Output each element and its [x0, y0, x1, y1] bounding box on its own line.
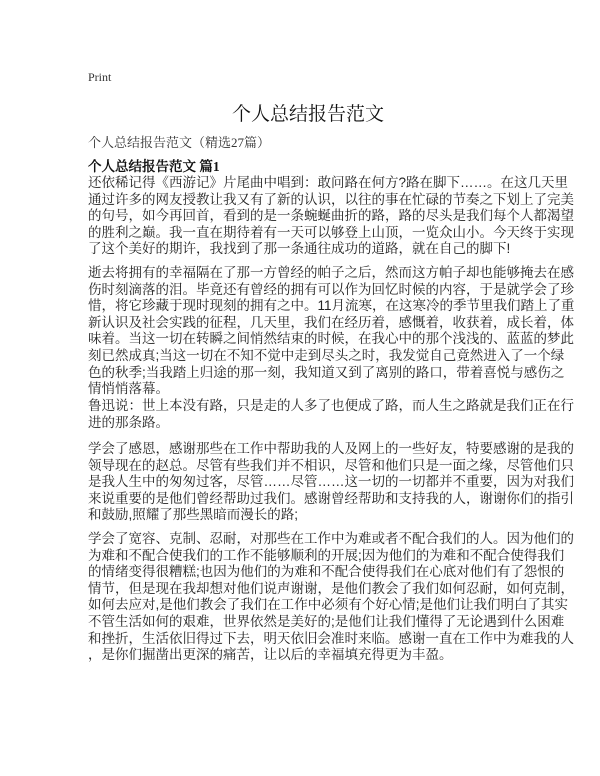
paragraph-line: 鲁迅说：世上本没有路，只是走的人多了也便成了路，而人生之路就是我们正在行 — [88, 398, 574, 413]
paragraph-line: 进的那条路。 — [88, 414, 169, 430]
paragraph-line: 通过许多的网友授教让我又有了新的认识，以往的事在忙碌的节奏之下划上了完美 — [88, 191, 574, 207]
paragraph-line: 情悄悄落幕。 — [88, 381, 169, 397]
paragraph-line: 伤时刻滴落的泪。毕竟还有曾经的拥有可以作为回忆时候的内容，于是就学会了珍 — [88, 281, 574, 297]
paragraph-line: 是我人生中的匆匆过客，尽管……尽管……这一切的一切都并不重要，因为对我们 — [88, 474, 574, 490]
section-heading: 个人总结报告范文 篇1 — [88, 159, 220, 174]
paragraph-line: 刻已然成真;当这一切在不知不觉中走到尽头之时，我发觉自己竟然进入了一个绿 — [88, 347, 565, 363]
paragraph-line: 领导现在的赵总。尽管有些我们并不相识，尽管和他们只是一面之缘，尽管他们只 — [88, 457, 574, 473]
print-label[interactable]: Print — [88, 70, 112, 84]
paragraph-5 — [88, 531, 574, 664]
paragraph-line: 味着。当这一切在转瞬之间悄然结束的时候，在我心中的那个浅浅的、蓝蓝的梦此 — [88, 331, 574, 347]
paragraph-line: 不管生活如何的艰难，世界依然是美好的;是他们让我们懂得了无论遇到什么困难 — [88, 613, 565, 629]
paragraph-line: 学会了宽容、克制、忍耐，对那些在工作中为难或者不配合我们的人。因为他们的 — [88, 531, 574, 546]
paragraph-line: 的情绪变得很糟糕;也因为他们的为难和不配合使得我们在心底对他们有了怨恨的 — [88, 564, 565, 580]
paragraph-line: 还依稀记得《西游记》片尾曲中唱到：敢问路在何方?路在脚下……。在这几天里 — [88, 175, 569, 190]
paragraph-line: 为难和不配合使我们的工作不能够顺利的开展;因为他们的为难和不配合使得我们 — [88, 547, 565, 563]
paragraph-line: 惜，将它珍藏于现时现刻的拥有之中。11月流寒，在这寒冷的季节里我们踏上了重 — [88, 298, 575, 314]
paragraph-line: 如何去应对,是他们教会了我们在工作中必须有个好心情;是他们让我们明白了其实 — [88, 597, 569, 613]
paragraph-line: 的胜利之巅。我一直在期待着有一天可以够登上山顶，一览众山小。今天终于实现 — [88, 224, 574, 240]
paragraph-line: 色的秋季;当我踏上归途的那一刻，我知道又到了离别的路口，带着喜悦与感伤之 — [88, 364, 565, 380]
paragraph-line: 情节，但是现在我却想对他们说声谢谢，是他们教会了我们如何忍耐，如何克制， — [88, 580, 574, 596]
paragraph-4 — [88, 441, 574, 524]
paragraph-line: 逝去将拥有的幸福隔在了那一方曾经的帕子之后，然而这方帕子却也能够掩去在感 — [88, 265, 574, 280]
paragraph-line: 的句号，如今再回首，看到的是一条蜿蜒曲折的路，路的尽头是我们每个人都渴望 — [88, 208, 574, 224]
paragraph-2 — [88, 265, 575, 398]
paragraph-line: ，是你们掘凿出更深的痛苦，让以后的幸福填充得更为丰盈。 — [88, 647, 453, 663]
paragraph-1 — [88, 175, 574, 258]
document-title: 个人总结报告范文 — [231, 104, 384, 125]
paragraph-line: 来说重要的是他们曾经帮助过我们。感谢曾经帮助和支持我的人，谢谢你们的指引 — [88, 490, 574, 506]
paragraph-line: 了这个美好的期许，我找到了那一条通往成功的道路，就在自己的脚下! — [88, 241, 511, 257]
paragraph-line: 学会了感恩，感谢那些在工作中帮助我的人及网上的一些好友，特要感谢的是我的 — [88, 441, 574, 456]
paragraph-line: 和鼓励,照耀了那些黑暗而漫长的路; — [88, 507, 299, 523]
paragraph-line: 和挫折，生活依旧得过下去，明天依旧会准时来临。感谢一直在工作中为难我的人 — [88, 630, 574, 646]
document-subtitle: 个人总结报告范文（精选27篇） — [88, 135, 271, 150]
paragraph-line: 新认识及社会实践的征程，几天里，我们在经历着，感慨着，收获着，成长着，体 — [88, 314, 574, 330]
paragraph-3 — [88, 398, 574, 431]
